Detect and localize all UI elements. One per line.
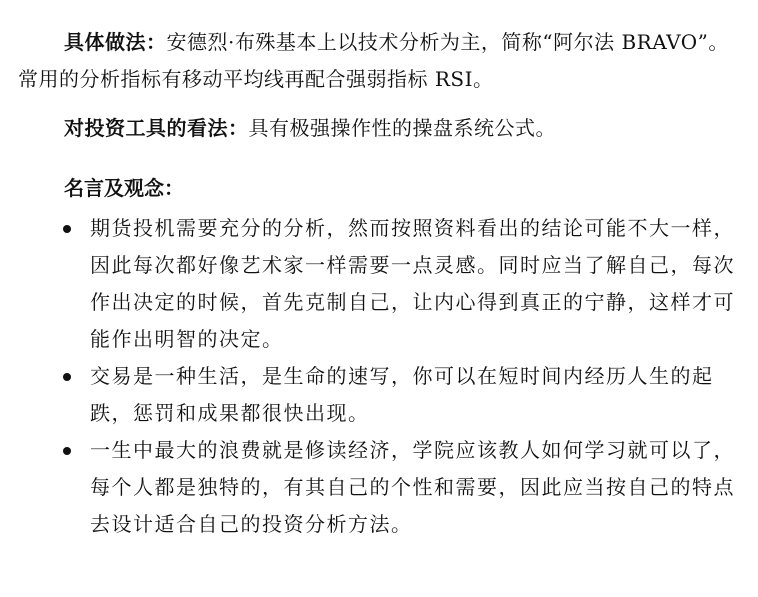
method-paragraph xyxy=(18,24,744,98)
tools-paragraph xyxy=(64,110,744,147)
bullet-dot-icon xyxy=(63,225,71,233)
quotes-heading: 名言及观念： xyxy=(64,176,184,200)
bullet-dot-icon xyxy=(63,447,71,455)
quote-text: 期货投机需要充分的分析，然而按照资料看出的结论可能不大一样，因此每次都好像艺术家一样需要一点灵感。同时应当了解自己，每次作出决定的时候，首先克制自己，让内心得到真正的宁静，这样才可能作出明智的决定。 xyxy=(90,216,735,351)
quotes-list xyxy=(0,210,758,543)
method-label: 具体做法： xyxy=(64,30,167,54)
bullet-dot-icon xyxy=(63,373,71,381)
quote-item xyxy=(0,358,758,432)
tools-label: 对投资工具的看法： xyxy=(64,116,249,140)
quote-item xyxy=(0,210,758,358)
quote-text: 一生中最大的浪费就是修读经济，学院应该教人如何学习就可以了，每个人都是独特的，有其自己的个性和需要，因此应当按自己的特点去设计适合自己的投资分析方法。 xyxy=(90,438,735,536)
tools-text: 具有极强操作性的操盘系统公式。 xyxy=(248,116,556,140)
quote-text: 交易是一种生活，是生命的速写，你可以在短时间内经历人生的起跌，惩罚和成果都很快出现。 xyxy=(90,364,714,425)
method-text: 安德烈·布殊基本上以技术分析为主，简称“阿尔法 BRAVO”。常用的分析指标有移动平均线再配合强弱指标 RSI。 xyxy=(18,30,729,91)
quote-item xyxy=(0,432,758,543)
